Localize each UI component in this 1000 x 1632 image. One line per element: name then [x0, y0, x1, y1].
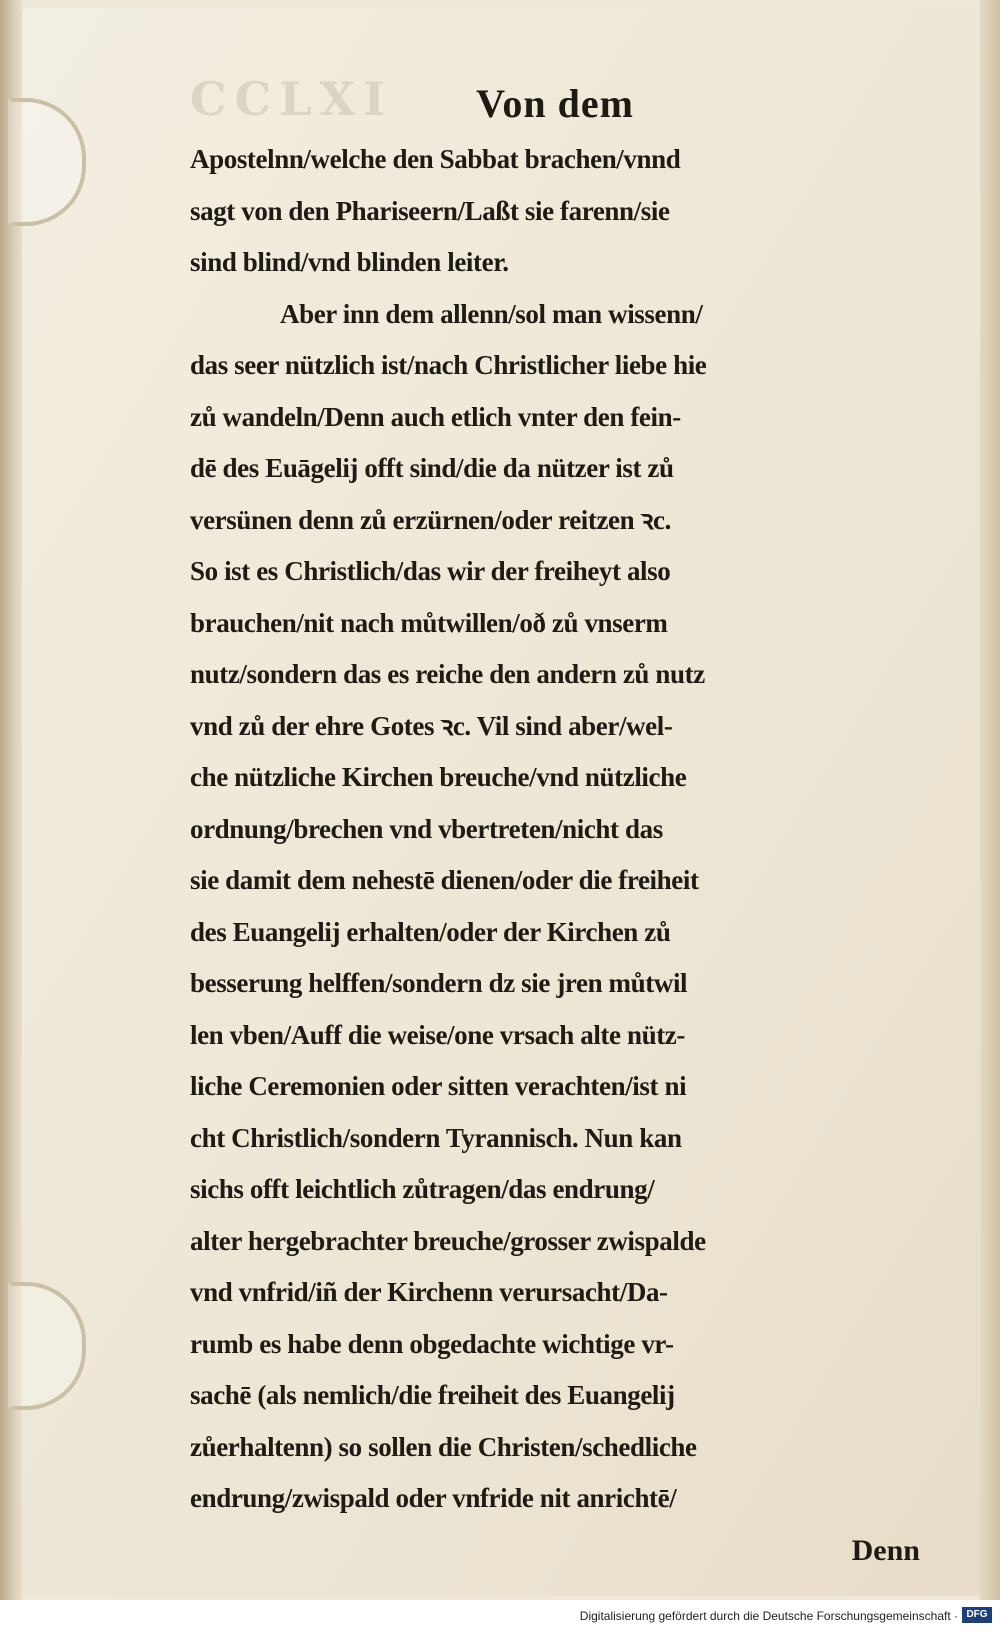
text-line: Apostelnn/welche den Sabbat brachen/vnnd — [190, 144, 681, 174]
text-line: besserung helffen/sondern dz sie jren můtwil — [190, 968, 688, 998]
text-line: rumb es habe denn obgedachte wichtige vr- — [190, 1328, 674, 1359]
bleed-through-folio: CCLXI — [190, 72, 393, 126]
funding-credit: Digitalisierung gefördert durch die Deutsche Forschungsgemeinschaft · — [579, 1609, 958, 1623]
text-line: sind blind/vnd blinden leiter. — [190, 247, 509, 277]
text-line: zůerhaltenn) so sollen die Christen/schedliche — [190, 1431, 697, 1462]
dfg-logo: DFG — [962, 1607, 992, 1623]
text-line: Aber inn dem allenn/sol man wissenn/ — [280, 298, 703, 329]
text-line: vnd vnfrid/iñ der Kirchenn verursacht/Da- — [190, 1277, 668, 1307]
running-heading: Von dem — [476, 81, 634, 126]
text-line: liche Ceremonien oder sitten verachten/ist ni — [190, 1071, 687, 1101]
text-line: brauchen/nit nach můtwillen/oð zů vnserm — [190, 607, 668, 638]
footer-bar — [0, 1600, 1000, 1632]
text-line: alter hergebrachter breuche/grosser zwispalde — [190, 1225, 706, 1256]
text-line: sie damit dem nehestē dienen/oder die freiheit — [190, 865, 699, 895]
text-line: ordnung/brechen vnd vbertreten/nicht das — [190, 813, 663, 844]
text-line: sachē (als nemlich/die freiheit des Euangelij — [190, 1380, 675, 1410]
page-text-block — [190, 78, 920, 1575]
text-line: das seer nützlich ist/nach Christlicher liebe hie — [190, 350, 707, 380]
text-line: sichs offt leichtlich zůtragen/das endrung/ — [190, 1174, 655, 1204]
text-line: che nützliche Kirchen breuche/vnd nützliche — [190, 762, 687, 792]
text-line: vnd zů der ehre Gotes ꝛc. Vil sind aber/wel- — [190, 710, 673, 741]
text-line: versünen denn zů erzürnen/oder reitzen ꝛc. — [190, 504, 671, 535]
catchword: Denn — [851, 1533, 920, 1567]
text-line: zů wandeln/Denn auch etlich vnter den fein- — [190, 401, 681, 432]
text-line: len vben/Auff die weise/one vrsach alte nütz- — [190, 1019, 685, 1050]
text-line: nutz/sondern das es reiche den andern zů nutz — [190, 659, 705, 689]
text-line: sagt von den Phariseern/Laßt sie farenn/sie — [190, 195, 670, 226]
page-stack-edge — [980, 0, 1000, 1600]
text-line: des Euangelij erhalten/oder der Kirchen zů — [190, 916, 671, 947]
text-line: dē des Euāgelij offt sind/die da nützer ist zů — [190, 453, 674, 483]
text-line: So ist es Christlich/das wir der freiheyt also — [190, 556, 671, 586]
text-line: cht Christlich/sondern Tyrannisch. Nun kan — [190, 1122, 682, 1153]
text-line: endrung/zwispald oder vnfride nit anrichtē/ — [190, 1483, 677, 1513]
